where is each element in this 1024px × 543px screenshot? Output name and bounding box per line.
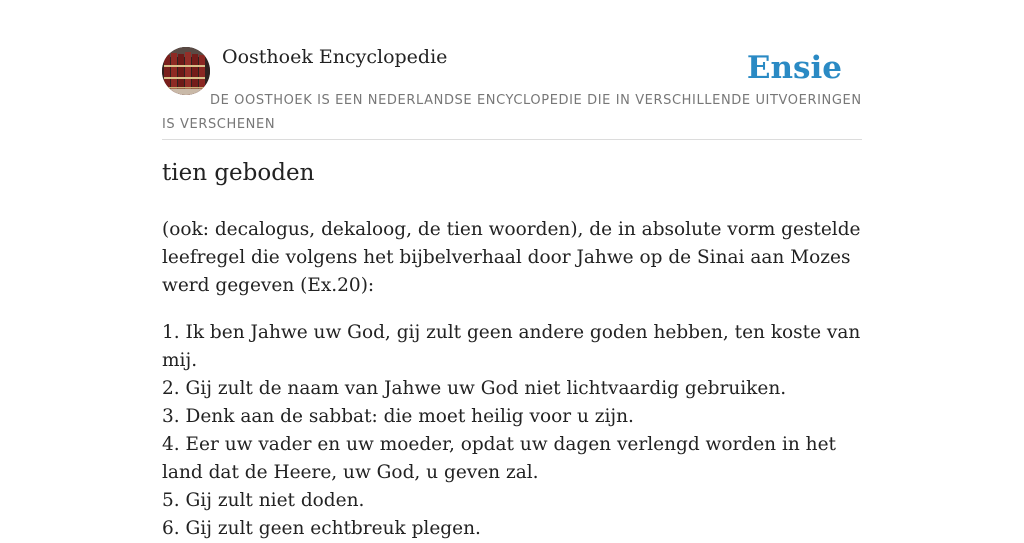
commandment-item: 1. Ik ben Jahwe uw God, gij zult geen andere goden hebben, ten koste van mij. — [162, 322, 861, 371]
commandment-item: 2. Gij zult de naam van Jahwe uw God niet lichtvaardig gebruiken. — [162, 378, 787, 399]
encyclopedia-books-icon — [162, 47, 210, 95]
site-title[interactable]: Oosthoek Encyclopedie — [222, 46, 448, 68]
commandment-item: 6. Gij zult geen echtbreuk plegen. — [162, 518, 481, 539]
site-header — [162, 0, 862, 140]
site-tagline: DE OOSTHOEK IS EEN NEDERLANDSE ENCYCLOPEDIE DIE IN VERSCHILLENDE UITVOERINGEN IS VERSCHENEN — [162, 93, 862, 132]
commandments-list — [162, 319, 862, 543]
commandment-item: 3. Denk aan de sabbat: die moet heilig voor u zijn. — [162, 406, 634, 427]
brand-logo-link[interactable]: Ensie — [746, 50, 842, 86]
page — [162, 0, 862, 539]
article-intro: (ook: decalogus, dekaloog, de tien woorden), de in absolute vorm gestelde leefregel die volgens het bijbelverhaal door Jahwe op de Sinai aan Mozes werd gegeven (Ex.20): — [162, 219, 861, 296]
commandment-item: 5. Gij zult niet doden. — [162, 490, 365, 511]
article-title: tien geboden — [162, 160, 315, 186]
commandment-item: 4. Eer uw vader en uw moeder, opdat uw dagen verlengd worden in het land dat de Heere, uw God, u geven zal. — [162, 434, 836, 483]
site-logo[interactable] — [162, 47, 210, 95]
